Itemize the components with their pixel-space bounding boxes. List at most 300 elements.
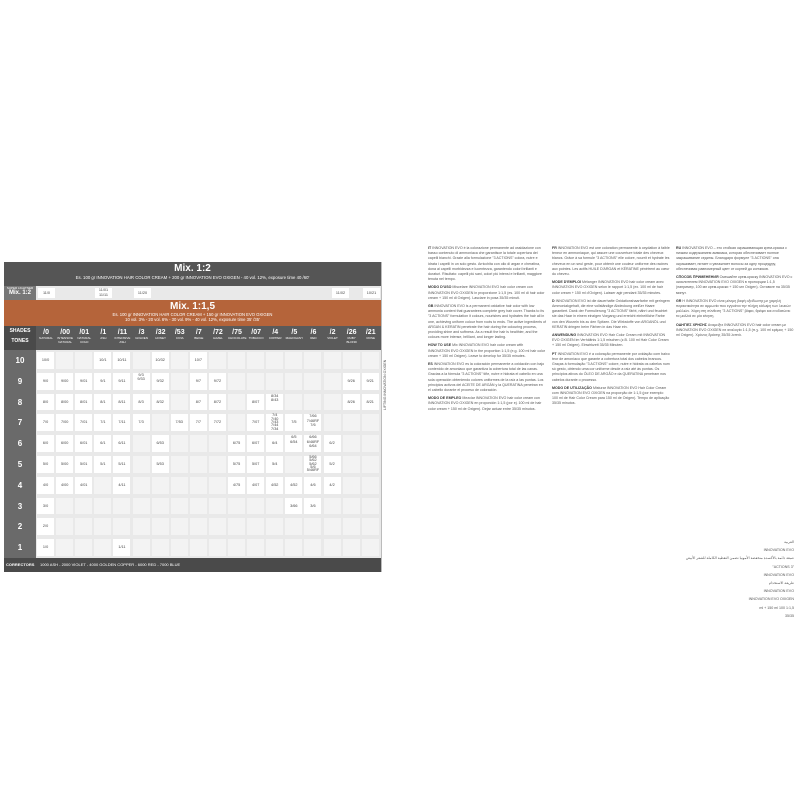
shade-cell	[75, 498, 92, 515]
shade-cell	[228, 394, 245, 411]
shade-cell	[343, 352, 360, 369]
shade-cell: 9/01	[75, 373, 92, 390]
shade-cell: 9/7	[190, 373, 207, 390]
shade-cell	[133, 435, 150, 452]
shade-cell: 9/26	[343, 373, 360, 390]
shade-cell	[75, 539, 92, 556]
text-paragraph	[428, 396, 546, 412]
text-column-1	[428, 246, 546, 415]
tone-header	[247, 328, 265, 341]
shade-cell	[133, 352, 150, 369]
shade-cell	[133, 539, 150, 556]
paragraph-heading: MODO D'USO	[428, 285, 453, 290]
shade-cell: 8/7	[190, 394, 207, 411]
paragraph-heading: MODO DE EMPLEO	[428, 396, 463, 401]
text-paragraph	[552, 386, 670, 407]
arabic-line: 1:1,5 ‏100 ml + 150 ml	[759, 605, 794, 610]
arabic-line: INNOVATION EVO	[763, 572, 794, 577]
paragraph-heading: ANWENDUNG	[552, 333, 578, 338]
shade-cell: 10/11	[113, 352, 130, 369]
shade-cell: 7/1	[94, 414, 111, 431]
tone-code: /1	[100, 329, 107, 336]
tone-code: /7	[195, 329, 202, 336]
shade-cell: 4/00	[56, 477, 73, 494]
paragraph-heading: HOW TO USE	[428, 343, 453, 348]
arabic-line: INNOVATION EVO OXIGEN	[748, 597, 794, 602]
mix-1-2-subtitle: Es. 100 gr INNOVATION HAIR COLOR CREAM + 200 gr INNOVATION EVO OXIGEN - 40 vol. 12%, exposure time 40 /60'	[75, 275, 310, 280]
tone-header	[343, 328, 361, 344]
paragraph-heading: GR	[676, 298, 683, 303]
mix-1-1-5-subtitle	[4, 312, 381, 322]
tone-code: /26	[346, 329, 357, 336]
super-lightner-text: SUPER LIGHTNER	[6, 286, 34, 290]
super-cell-0: 11/0	[38, 288, 55, 298]
text-paragraph	[676, 275, 794, 296]
tone-header	[304, 328, 322, 341]
shade-cell: 6/5 6/54	[285, 435, 302, 452]
shade-cell	[266, 518, 283, 535]
shade-cell: 3/6	[304, 498, 321, 515]
tone-code: /6	[310, 329, 317, 336]
shade-cell: 5/1	[94, 456, 111, 473]
super-cell-2: 11/20	[134, 288, 151, 298]
shade-cell	[171, 498, 188, 515]
shade-cell	[304, 539, 321, 556]
shade-cell: 7/11	[113, 414, 130, 431]
shade-cell	[209, 435, 226, 452]
shade-cell	[343, 498, 360, 515]
shade-cell	[343, 539, 360, 556]
paragraph-body: INNOVATION EVO – это стойкая окрашивающая крем-краска с низким содержанием аммиака, которая обеспечивает полное закрашивание седины. Благодаря формуле "3 ACTIONS" она окрашивает, питает и увлажняет волосы за одну процедуру, обеспечивая равномерный цвет от корней до кончиков.	[676, 246, 787, 271]
tone-header	[113, 328, 131, 344]
shade-cell	[362, 477, 379, 494]
shade-cell	[209, 352, 226, 369]
tone-code: /11	[117, 329, 128, 336]
shade-cell: 6/53	[152, 435, 169, 452]
tone-header	[285, 328, 303, 341]
shade-cell: 1/0	[37, 539, 54, 556]
shade-cell: 10/0	[37, 352, 54, 369]
text-paragraph	[676, 246, 794, 272]
shade-cell	[266, 498, 283, 515]
tone-code: /72	[213, 329, 223, 336]
tone-name: HONEY	[155, 336, 166, 340]
shade-cell: 6/2	[324, 435, 341, 452]
arabic-line: "3 ACTIONS"	[772, 564, 794, 569]
level-label: 6	[17, 439, 23, 449]
shade-cell	[94, 518, 111, 535]
shade-cell: 7/07	[247, 414, 264, 431]
shade-cell: 8/0	[37, 394, 54, 411]
tone-name: NATURAL COLD	[77, 336, 92, 344]
shade-cell	[362, 498, 379, 515]
super-lightner-label	[4, 286, 36, 300]
level-label: 4	[17, 480, 23, 490]
tone-name: TOBACCO	[248, 336, 264, 340]
tone-header	[228, 328, 246, 341]
shade-cell: 8/32	[152, 394, 169, 411]
shade-cell	[190, 539, 207, 556]
paragraph-heading: FR	[552, 246, 558, 250]
paragraph-body: Miscelare INNOVATION EVO hair color cream con INNOVATION EVO OXIGEN in proporzione 1:1,5 (es. 100 ml di hair color cream + 150 ml di Oxigen). Lasciare in posa 35/35 minuti.	[428, 285, 545, 300]
shade-cell	[209, 539, 226, 556]
paragraph-body: Mezclar INNOVATION EVO hair color cream con INNOVATION EVO OXIGEN en proporción 1:1,5 (por ej. 100 ml de hair color cream + 150 ml de Oxigen). Dejar actuar entre 35/35 minutos.	[428, 396, 542, 411]
shade-cell: 5/66 5/62 5/62 5/6 5/46RF	[304, 456, 321, 473]
shade-cell	[152, 518, 169, 535]
paragraph-heading: ΟΔΗΓΙΕΣ ΧΡΗΣΗΣ	[676, 322, 708, 327]
shade-cell	[285, 373, 302, 390]
text-paragraph	[428, 343, 546, 359]
shade-cell	[343, 414, 360, 431]
shade-cell: 6/00	[56, 435, 73, 452]
shade-cell	[113, 498, 130, 515]
shade-cell	[362, 435, 379, 452]
shade-cell: 7/72	[209, 414, 226, 431]
tone-header	[266, 328, 284, 341]
text-paragraph	[552, 299, 670, 330]
mix-1-1-5-title: Mix. 1:1,5	[169, 301, 216, 312]
shade-cell	[362, 456, 379, 473]
shade-cell	[228, 414, 245, 431]
shade-cell	[343, 435, 360, 452]
level-label: 10	[15, 356, 25, 365]
level-label: 5	[17, 460, 23, 469]
tone-name: INTENSIVE ASH	[114, 336, 131, 344]
tone-code: /0	[43, 329, 49, 336]
text-paragraph	[428, 362, 546, 393]
arabic-line: INNOVATION EVO	[763, 589, 794, 594]
vertical-strip	[381, 262, 390, 572]
paragraph-body: INNOVATION EVO es la coloración permanente a oxidación con bajo contenido de amoniaco que garantiza la cobertura total de las canas. Gracias a la fórmula "3 ACTIONS" tiñe, nutre e hidrata el cabello en una sola operación obteniendo colores uniformes de la raíz a las puntas. Los principios activos del ACEITE DE ARGÁN y la QUERATINA penetran en el cabello durante el proceso de coloración.	[428, 362, 545, 393]
shade-cell	[190, 518, 207, 535]
tone-header	[56, 328, 74, 344]
shade-cell	[285, 456, 302, 473]
paragraph-body: Mix INNOVATION EVO hair color cream with INNOVATION EVO OXIGEN in the proportion 1:1,5 (e.g. 100 ml hair color cream + 150 ml Oxigen). Leave to develop for 35/35 minutes.	[428, 343, 546, 358]
shade-cell: 7/66 7/46RF 7/6	[304, 414, 321, 431]
shade-cell	[190, 477, 207, 494]
shade-cell	[266, 352, 283, 369]
shade-cell: 3/66	[285, 498, 302, 515]
text-column-3	[676, 246, 794, 341]
shade-cell	[75, 352, 92, 369]
shade-cell	[228, 539, 245, 556]
shades-tones-corner: SHADES TONES	[4, 326, 36, 350]
shade-cell: 5/0	[37, 456, 54, 473]
shade-cell: 4/11	[113, 477, 130, 494]
shade-cell: 4/2	[324, 477, 341, 494]
super-cell-1: 11/01 11/11	[95, 288, 112, 298]
shade-cell	[133, 518, 150, 535]
shade-cell	[285, 539, 302, 556]
tone-name: ROSE	[366, 336, 375, 340]
shade-cell: 6/66 6/46RF 6/64	[304, 435, 321, 452]
shade-cell: 9/1	[94, 373, 111, 390]
text-column-2	[552, 246, 670, 410]
tone-code: /2	[329, 329, 336, 336]
level-label: 1	[17, 543, 23, 553]
paragraph-body: Η INNOVATION EVO είναι μόνιμη βαφή οξείδωσης με χαμηλή περιεκτικότητα σε αμμωνία που εγγυάται την πλήρη κάλυψη των λευκών μαλλιών. Χάρη στη σύνθεση "3 ACTIONS" βάφει, θρέφει και ενυδατώνει τα μαλλιά σε μία κίνηση.	[676, 298, 791, 319]
mix-1-1-5-line2: 10 vol. 3% - 20 vol. 6% - 30 vol. 9% - 40 vol. 12%, exposure time 35' /35'	[125, 317, 260, 322]
tone-name: CHOCOLATE	[228, 336, 247, 340]
tone-header	[171, 328, 189, 341]
shade-cell: 7/53	[171, 414, 188, 431]
tone-code: /32	[155, 329, 166, 336]
paragraph-body: Αναμείξτε INNOVATION EVO hair color cream με INNOVATION EVO OXIGEN σε αναλογία 1:1,5 (π.χ. 100 ml κρέμας + 150 ml Oxigen). Χρόνος δράσης 35/35 λεπτά.	[676, 322, 794, 338]
shade-cell	[362, 518, 379, 535]
arabic-line: 35/35	[785, 613, 794, 618]
shade-cell	[171, 456, 188, 473]
shade-cell	[247, 498, 264, 515]
tone-header	[209, 328, 227, 341]
shade-cell: 3/0	[37, 498, 54, 515]
shade-cell	[324, 414, 341, 431]
tone-name: BEIGE	[194, 336, 204, 340]
shade-cell	[266, 373, 283, 390]
shade-cell	[285, 394, 302, 411]
shade-cell: 5/4	[266, 456, 283, 473]
correctors-label: CORRECTORS	[6, 562, 35, 567]
tone-header	[94, 328, 112, 341]
paragraph-heading: GB	[428, 304, 435, 309]
paragraph-body: Смешайте крем-краску INNOVATION EVO с окислителем INNOVATION EVO OXIGEN в пропорции 1:1,5 (например, 100 мл крем-краски + 150 мл Oxigen). Оставьте на 35/35 минут.	[676, 275, 793, 295]
shade-cell	[362, 539, 379, 556]
shade-cell: 10/7	[190, 352, 207, 369]
shade-cell	[190, 498, 207, 515]
shade-cell: 7/3	[133, 414, 150, 431]
shade-cell	[56, 352, 73, 369]
tone-code: /5	[291, 329, 298, 336]
shade-cell: 5/53	[152, 456, 169, 473]
shade-cell: 2/0	[37, 518, 54, 535]
shade-cell	[171, 477, 188, 494]
shade-cell	[209, 498, 226, 515]
super-cell-3: 11/02	[332, 288, 349, 298]
shade-cell	[171, 352, 188, 369]
shade-cell: 5/00	[56, 456, 73, 473]
shade-cell: 5/01	[75, 456, 92, 473]
text-paragraph	[552, 333, 670, 349]
tone-name: COPPER	[268, 336, 282, 340]
vertical-label: LIFTING INNOVATION OXIGEN	[383, 359, 387, 410]
paragraph-heading: СПОСОБ ПРИМЕНЕНИЯ	[676, 275, 720, 280]
shade-cell: 8/3	[133, 394, 150, 411]
shade-cell	[171, 435, 188, 452]
paragraph-heading: D	[552, 298, 556, 303]
shade-cell	[152, 539, 169, 556]
shade-cell: 7/00	[56, 414, 73, 431]
shade-cell	[343, 456, 360, 473]
paragraph-body: INNOVATION EVO Hair Color Cream mit INNOVATION EVO OXIGEN im Verhältnis 1:1,5 mischen (z.B. 100 ml Hair Color Cream + 150 ml Oxigen). Einwirkzeit 35/35 Minuten.	[552, 333, 669, 348]
shade-cell: 6/75	[228, 435, 245, 452]
paragraph-body: Mélanger INNOVATION EVO hair color cream avec INNOVATION EVO OXIGEN selon le rapport 1:1,5 (ex. 100 ml de hair color cream + 150 ml d'Oxigen). Laisser agir pendant 35/35 minutes.	[552, 280, 664, 295]
paragraph-heading: MODO DE UTILIZAÇÃO	[552, 385, 593, 390]
shade-cell	[228, 498, 245, 515]
shade-cell	[228, 373, 245, 390]
shade-cell	[94, 498, 111, 515]
shade-cell	[171, 394, 188, 411]
shade-cell	[133, 498, 150, 515]
paragraph-body: Misturar INNOVATION EVO Hair Color Cream com INNOVATION EVO OXIGEN na proporção de 1:1,5 (por exemplo 100 ml de Hair Color Cream para 150 ml de Oxigen). Tempo de aplicação 35/35 minutos.	[552, 385, 670, 406]
shade-cell	[324, 394, 341, 411]
shade-cell	[133, 477, 150, 494]
tone-code: /07	[251, 329, 261, 336]
text-paragraph	[428, 304, 546, 340]
tone-header	[190, 328, 208, 341]
shade-cell: 8/01	[75, 394, 92, 411]
tone-name: CIVIA	[175, 336, 184, 340]
tone-name: INTENSIVE NATURAL	[57, 336, 74, 344]
text-paragraph	[552, 352, 670, 383]
text-paragraph	[552, 280, 670, 296]
shade-cell: 4/07	[247, 477, 264, 494]
paragraph-heading: ES	[428, 362, 434, 367]
shade-cell	[324, 539, 341, 556]
tone-code: /75	[232, 329, 242, 336]
shade-cell: 4/6	[304, 477, 321, 494]
tone-code: /01	[79, 329, 90, 336]
shade-cell	[152, 477, 169, 494]
shade-cell: 5/2	[324, 456, 341, 473]
shade-cell	[113, 518, 130, 535]
shade-cell	[94, 477, 111, 494]
shade-cell: 4/52	[285, 477, 302, 494]
paragraph-heading: IT	[428, 246, 433, 250]
tone-name: NATURAL	[39, 336, 53, 340]
text-paragraph	[676, 323, 794, 339]
paragraph-heading: MODE D'EMPLOI	[552, 280, 583, 285]
tone-code: /3	[138, 329, 145, 336]
tone-name: GOLDEN	[135, 336, 148, 340]
shade-cell	[209, 477, 226, 494]
shade-cell: 9/32	[152, 373, 169, 390]
level-label: 9	[17, 376, 23, 386]
shade-cell	[190, 435, 207, 452]
correctors-text: 1000 ASH - 2000 VIOLET - 4000 GOLDEN COPPER - 6000 RED - 7000 BLUE	[40, 562, 181, 567]
shade-cell: 5/75	[228, 456, 245, 473]
tone-header	[133, 328, 151, 341]
shade-cell: 9/3 9/33	[133, 373, 150, 390]
paragraph-heading: RU	[676, 246, 683, 250]
shade-cell	[190, 456, 207, 473]
level-label: 2	[17, 522, 23, 532]
tone-code: /00	[60, 329, 70, 336]
shade-cell: 8/11	[113, 394, 130, 411]
paragraph-body: INNOVATION EVO is a permanent oxidative hair color with low ammonia content that guarantees complete grey hair cover. Thanks to its "3 ACTIONS" formulation it colours, nourishes and hydrates the hair all in one, achieving uniform colour from roots to ends. The active ingredients of ARGAN & KERATIN penetrate the hair during the colouring process, providing shine and softness. As a result the hair is healthier, and the colours more intense, brilliant, and longer lasting.	[428, 304, 546, 340]
level-label: 3	[17, 501, 23, 511]
shade-cell	[285, 352, 302, 369]
shade-cell	[247, 518, 264, 535]
paragraph-body: INNOVATION EVO est une coloration permanente à oxydation à faible teneur en ammoniaque, qui assure une couverture totale des cheveux blancs. Grâce à sa formule "3 ACTIONS" elle colore, nourrit et hydrate les cheveux en un seul geste, pour obtenir une couleur uniforme des racines aux pointes. Les actifs HUILE D'ARGAN et KÉRATINE pénètrent au cœur du cheveu.	[552, 246, 670, 277]
tone-code: /4	[272, 329, 279, 336]
shade-cell: 8/00	[56, 394, 73, 411]
tone-header	[152, 328, 170, 341]
shade-cell: 10/32	[152, 352, 169, 369]
shade-cell: 10/1	[94, 352, 111, 369]
paragraph-heading: PT	[552, 351, 558, 356]
paragraph-body: INNOVATION EVO è la colorazione permanente ad ossidazione con basso contenuto di ammoniaca che garantisce la totale copertura dei capelli bianchi. Grazie alla formulazione "3 ACTIONS" colora, nutre e idrata i capelli in un solo gesto. Arricchita con olio di argan e cheratina, dona ai capelli morbidezza e lucentezza, garantendo colori brillanti e duraturi. Risultato: capelli più sani, colori più intensi e brillanti, maggiore tenuta nel tempo.	[428, 246, 542, 282]
super-lightner-row	[4, 286, 381, 300]
shade-cell	[171, 373, 188, 390]
arabic-line: صبغة دائمة بالأكسدة منخفضة الأمونيا تضمن التغطية الكاملة للشعر الأبيض	[685, 556, 794, 561]
shade-cell	[324, 518, 341, 535]
shade-cell	[324, 352, 341, 369]
text-paragraph	[552, 246, 670, 277]
tone-header	[324, 328, 342, 341]
shade-cell	[247, 373, 264, 390]
tone-code: /21	[365, 329, 376, 336]
shade-cell	[304, 373, 321, 390]
shade-cell: 6/07	[247, 435, 264, 452]
shade-cell: 4/75	[228, 477, 245, 494]
shade-cell: 7/5	[285, 414, 302, 431]
shade-cell	[75, 518, 92, 535]
shade-cell: 5/07	[247, 456, 264, 473]
shade-cell: 9/21	[362, 373, 379, 390]
shade-cell: 6/1	[94, 435, 111, 452]
shade-cell: 6/11	[113, 435, 130, 452]
shade-cell	[285, 518, 302, 535]
shade-cell	[171, 518, 188, 535]
tone-name: HAZEL	[213, 336, 223, 340]
mix-1-1-5-band	[4, 300, 381, 326]
tone-name: RED	[310, 336, 317, 340]
tone-name: RUBY BLOND	[346, 336, 357, 344]
shade-cell: 1/11	[113, 539, 130, 556]
shade-cell: 4/01	[75, 477, 92, 494]
shade-cell: 8/07	[247, 394, 264, 411]
mix-1-2-band	[4, 262, 381, 286]
shade-cell	[324, 373, 341, 390]
shade-cell: 9/72	[209, 373, 226, 390]
shade-cell	[152, 414, 169, 431]
shade-cell: 4/0	[37, 477, 54, 494]
shade-cell	[362, 352, 379, 369]
shade-cell	[133, 456, 150, 473]
shade-cell	[228, 518, 245, 535]
tone-header	[362, 328, 380, 341]
shade-cell	[228, 352, 245, 369]
paragraph-body: INNOVATION EVO ist die dauerhafte Oxidationshaarfarbe mit geringem Ammoniakgehalt, die eine vollständige Abdeckung weißer Haare garantiert. Dank der Formulierung "3 ACTIONS" färbt, nährt und feuchtet sie das Haar in einem einzigen Vorgang und erreicht einheitliche Farbe von den Wurzeln bis zu den Spitzen. Die Wirkstoffe von ARGANÖL und KERATIN dringen beim Färben in das Haar ein.	[552, 298, 670, 329]
level-label: 8	[17, 397, 23, 407]
shade-cell	[304, 518, 321, 535]
shade-cell: 6/01	[75, 435, 92, 452]
shade-cell: 7/7	[190, 414, 207, 431]
shade-cell	[209, 456, 226, 473]
tone-header	[75, 328, 93, 344]
shade-cell	[362, 414, 379, 431]
arabic-line: العربية	[784, 540, 794, 544]
shade-cell	[247, 352, 264, 369]
shade-cell: 8/34 8/43	[266, 394, 283, 411]
shade-cell: 6/4	[266, 435, 283, 452]
shade-cell: 4/52	[266, 477, 283, 494]
tone-code: /53	[174, 329, 185, 336]
shade-cell	[209, 518, 226, 535]
mix-1-2-title: Mix. 1:2	[174, 263, 211, 274]
shade-cell	[171, 539, 188, 556]
shade-cell	[266, 539, 283, 556]
shade-cell: 8/26	[343, 394, 360, 411]
shade-cell	[152, 498, 169, 515]
super-lightner-mix: Mix. 1:2	[8, 290, 31, 296]
shade-cell: 6/0	[37, 435, 54, 452]
shade-cell: 5/11	[113, 456, 130, 473]
shade-cell	[343, 477, 360, 494]
mix-1-1-5-line1: Es. 100 gr INNOVATION HAIR COLOR CREAM + 150 gr INNOVATION EVO OXIGEN	[112, 312, 273, 317]
tone-name: VIOLET	[327, 336, 338, 340]
text-paragraph	[428, 285, 546, 301]
shade-cell: 8/1	[94, 394, 111, 411]
